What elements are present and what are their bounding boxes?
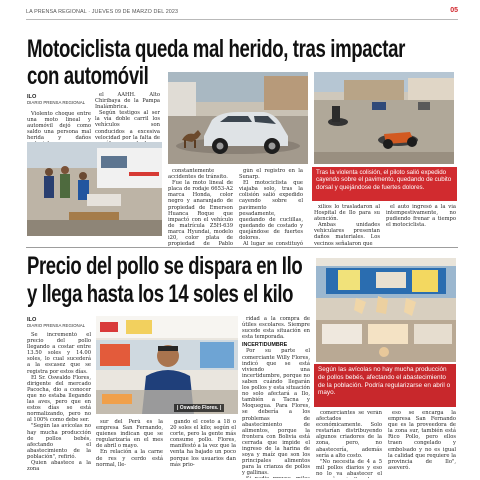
story1-column-6: [386, 204, 456, 246]
story1-paragraph: gún el registro en la Sunarp.: [239, 168, 303, 181]
story1-paragraph: Violento choque entre una moto lineal y automóvil dejó como saldo una persona mal herida y daños: [27, 111, 91, 142]
story1-column-1: [27, 111, 91, 143]
story1-photo-caption: Tras la violenta colisión, el piloto salió expedido cayendo sobre el pavimento, quedando de cubito dorsal y quejándose de fuertes dolores.: [312, 167, 457, 201]
story2-paragraph: [242, 476, 310, 478]
story1-byline: [27, 94, 85, 105]
story2-paragraph: Por su parte el comerciante Willy Flores, indicó que se está viviendo una incertidumbre, porque no saben cuándo llegarán los pollos y esta situación no solo afectará a Ilo, también a Tacna y Moquegua. Para Flores, se debería a los problemas de abastecimiento de alimentos, porque la frontera con Bolivia está cerrada que impide el ingreso de la harina de soya y maíz que son los principales alimentos para la crianza de pollos y gallinas.: [242, 348, 310, 477]
story2-paragraph: gando el costo a 18 o 20 soles el kilo; según el corte, pero la gente más consume pollo. Flores, manifestó a la vez que la venta ha bajado un poco porque los usuarios dan más prio-: [170, 419, 236, 468]
story1-headline-line1: Motociclista queda mal herido, tras impactar: [27, 35, 405, 63]
publication-dateline: LA PRENSA REGIONAL · JUEVES 09 DE MARZO DEL 2023: [26, 9, 179, 15]
story2-column-6: [388, 410, 456, 478]
byline-source: DIARIO PRENSA REGIONAL: [27, 323, 86, 329]
story2-paragraph: Quien abastece a la zona: [27, 459, 91, 473]
poultry-stall-image: [316, 258, 456, 362]
story1-paragraph: el auto ingresó a la vía intempestivamente, no pudiendo frenar a tiempo el motociclista.: [386, 204, 456, 229]
story1-column-4: [239, 168, 303, 246]
paramedics-photo: [27, 142, 162, 236]
photo-credit: | Oswaldo Flores. |: [174, 404, 224, 412]
story2-paragraph: Se incrementó el precio del pollo llegando a costar entre 13.50 soles y 14.00 soles, lo cual sucederá a la escasez que se registra por estos días.: [27, 332, 91, 375]
paramedics-scene-image: [27, 142, 162, 236]
crash-car-photo: [168, 72, 308, 164]
story2-paragraph: ridad a la compra de útiles escolares. Siempre sucede esta situación en esta temporada.: [242, 316, 310, 341]
story2-headline-line2: y llega hasta los 14 soles el kilo: [27, 280, 294, 308]
story2-paragraph: comerciantes se verán afectados económicamente. Solo restarían distribuyendo algunos criadores de la zona, pero, no abastecería, además sería a alto costo.: [316, 410, 382, 459]
story1-column-5: [314, 204, 380, 246]
story2-paragraph: eso se encarga la empresa San Fernando que es la proveedora de la zona sur, también está Rico Pollo, pero ellos traen congelado y embolsado y no es igual la calidad que requiere la provincia de Ilo", aseveró.: [388, 410, 456, 471]
story2-subheading: INCERTIDUMBRE: [242, 342, 288, 349]
page-number: 05: [450, 7, 458, 14]
page-header: [26, 8, 458, 20]
byline-author: ILO: [27, 94, 37, 100]
crash-scene-photo: [314, 72, 454, 164]
story1-paragraph: constantemente accidentes de tránsito.: [168, 168, 228, 181]
story2-byline: [27, 317, 85, 328]
story2-column-5: [316, 410, 382, 478]
story2-paragraph: "No necesita de 4 a 5 mil pollos diarios y eso no lo va abastecer el: [316, 458, 382, 477]
story-divider: [26, 247, 458, 248]
story2-headline-line1: Precio del pollo se dispara en Ilo: [27, 252, 303, 280]
story1-paragraph: Al lugar se constituyó: [243, 241, 303, 246]
street-scene-image: [314, 72, 454, 164]
story1-paragraph: Según testigos al ser la vía doble carril los vehículos son conducidos a excesiva velocidad por la falta de: [95, 110, 160, 141]
story1-column-3: [168, 168, 233, 246]
story1-paragraph: xilios lo trasladaron al Hospital de Ilo para su atención.: [314, 204, 380, 223]
story1-paragraph: El motociclista que viajaba solo, tras la colisión salió expedido cayendo sobre el pavimento pesadamente, quedando de cuclillas, quedando de costado y quejándose de fuertes dolores.: [239, 180, 303, 242]
vendor-photo: [96, 316, 238, 414]
story2-column-3: [170, 419, 236, 478]
story1-paragraph: Fue la moto lineal de placa de rodaje 6653-A2 marca Honda, color negro y anaranjado de propiedad de Emerson Huanca Roque que impactó con el vehículo de matrícula Z5H-639 marca Hyundai, modelo i20, color plata de propiedad de Pablo: [168, 180, 233, 246]
car-scene-image: [168, 72, 308, 164]
story2-photo-caption: Según las avícolas no hay mucha producción de pollos bebés, afectando el abastecimiento de la población. Podría regularizarse en abril o mayo.: [314, 364, 456, 407]
story1-column-2: [95, 92, 160, 142]
story1-paragraph: Ambas unidades vehiculares presentan daños materiales. Los vecinos señalaron que: [314, 222, 380, 246]
story2-paragraph: sur del Perú es la empresa San Fernando, quienes indican que se regularizaría en el mes de abril o mayo.: [96, 419, 163, 450]
story2-column-2: [96, 419, 163, 478]
story2-column-1: [27, 332, 91, 478]
poultry-stall-photo: [316, 258, 456, 362]
market-vendor-image: [96, 316, 238, 414]
story2-paragraph: El Sr. Oswaldo Flores, dirigente del mercado Pacocha, dio a conocer que no estaba llegando las aves, pero que en estos días se está normalizando, pero no al 100% como debe ser.: [27, 374, 91, 424]
story1-headline-line2: con automóvil: [27, 62, 149, 90]
byline-source: DIARIO PRENSA REGIONAL: [27, 100, 86, 106]
story1-paragraph: el AAHH. Alto Chiribaya de la Pampa Inalámbrica.: [95, 92, 160, 111]
story2-paragraph: En relación a la carne de res y cerdo está normal, lle-: [96, 449, 163, 468]
story2-column-4: [242, 316, 310, 478]
story2-paragraph: "Según las avícolas no hay mucha producción de pollos bebés, afectando el abastecimiento de la población", refirió.: [27, 423, 91, 460]
byline-author: ILO: [27, 317, 37, 323]
